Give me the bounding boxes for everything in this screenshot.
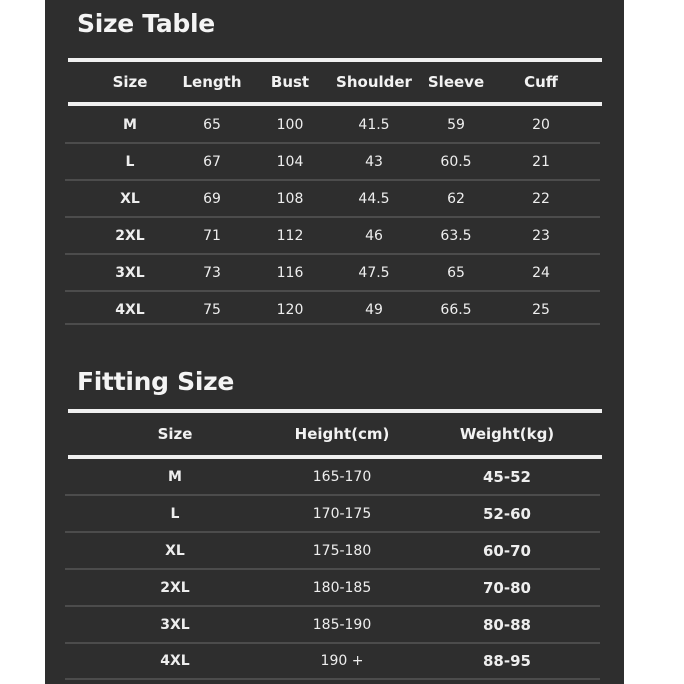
size-table-cell-bust: 112 [276, 228, 304, 244]
size-table-cell-size: 3XL [115, 265, 145, 281]
size-table-header-shoulder: Shoulder [336, 73, 412, 91]
size-table-cell-bust: 108 [276, 191, 304, 207]
size-table-cell-bust: 116 [276, 265, 304, 281]
size-table-cell-shoulder: 44.5 [358, 191, 390, 207]
fitting-table-row-divider [65, 531, 600, 533]
size-table-cell-size: XL [120, 191, 140, 207]
fitting-table-header-height: Height(cm) [294, 425, 390, 443]
size-table-cell-size: 2XL [115, 228, 145, 244]
fitting-table-row-divider [65, 605, 600, 607]
size-table-cell-sleeve: 66.5 [440, 302, 472, 318]
size-table-cell-size: 4XL [115, 302, 145, 318]
fitting-table-cell-size: XL [165, 543, 185, 559]
fitting-table-header-rule [68, 455, 602, 459]
size-table-cell-cuff: 21 [532, 154, 550, 170]
size-table-cell-bust: 100 [276, 117, 304, 133]
size-table-cell-shoulder: 43 [365, 154, 383, 170]
size-table-cell-length: 71 [203, 228, 221, 244]
size-table-header-bust: Bust [270, 73, 310, 91]
size-table-cell-length: 73 [203, 265, 221, 281]
size-table-cell-shoulder: 49 [365, 302, 383, 318]
size-table-cell-sleeve: 60.5 [440, 154, 472, 170]
size-table-header-sleeve: Sleeve [427, 73, 485, 91]
fitting-table-cell-height: 190 + [320, 653, 364, 669]
fitting-table-row-divider [65, 678, 600, 680]
size-table-row-divider [65, 253, 600, 255]
fitting-size-title: Fitting Size [77, 367, 234, 396]
fitting-table-cell-height: 185-190 [312, 617, 372, 633]
size-table-cell-cuff: 20 [532, 117, 550, 133]
fitting-table-cell-weight: 70-80 [483, 579, 531, 597]
size-table-cell-sleeve: 59 [447, 117, 465, 133]
size-table-cell-length: 67 [203, 154, 221, 170]
fitting-table-cell-weight: 52-60 [483, 505, 531, 523]
fitting-table-cell-weight: 80-88 [483, 616, 531, 634]
fitting-table-cell-height: 165-170 [312, 469, 372, 485]
size-table-cell-cuff: 24 [532, 265, 550, 281]
fitting-table-cell-weight: 60-70 [483, 542, 531, 560]
size-table-cell-length: 69 [203, 191, 221, 207]
size-table-cell-length: 75 [203, 302, 221, 318]
size-table-cell-shoulder: 41.5 [358, 117, 390, 133]
fitting-table-cell-size: M [168, 469, 182, 485]
size-table-cell-size: M [123, 117, 137, 133]
size-table-cell-cuff: 22 [532, 191, 550, 207]
size-table-row-divider [65, 323, 600, 325]
size-table-top-rule [68, 58, 602, 62]
size-table-cell-size: L [125, 154, 135, 170]
size-table-header-cuff: Cuff [524, 73, 558, 91]
size-table-row-divider [65, 216, 600, 218]
fitting-table-row-divider [65, 568, 600, 570]
size-table-cell-sleeve: 65 [447, 265, 465, 281]
size-table-cell-sleeve: 63.5 [440, 228, 472, 244]
size-table-header-length: Length [182, 73, 242, 91]
fitting-table-cell-size: 4XL [160, 653, 190, 669]
size-table-row-divider [65, 142, 600, 144]
fitting-table-row-divider [65, 494, 600, 496]
size-table-cell-cuff: 23 [532, 228, 550, 244]
fitting-table-cell-size: 3XL [160, 617, 190, 633]
fitting-table-header-weight: Weight(kg) [459, 425, 555, 443]
fitting-table-top-rule [68, 409, 602, 413]
size-table-cell-sleeve: 62 [447, 191, 465, 207]
fitting-table-cell-height: 175-180 [312, 543, 372, 559]
size-table-cell-length: 65 [203, 117, 221, 133]
size-table-title: Size Table [77, 9, 215, 38]
size-table-cell-bust: 120 [276, 302, 304, 318]
fitting-table-cell-weight: 88-95 [483, 652, 531, 670]
size-table-cell-bust: 104 [276, 154, 304, 170]
size-table-row-divider [65, 290, 600, 292]
fitting-table-cell-height: 180-185 [312, 580, 372, 596]
size-table-cell-shoulder: 46 [365, 228, 383, 244]
fitting-table-cell-weight: 45-52 [483, 468, 531, 486]
fitting-table-cell-size: L [170, 506, 180, 522]
size-table-cell-shoulder: 47.5 [358, 265, 390, 281]
size-table-header-rule [68, 102, 602, 106]
size-table-cell-cuff: 25 [532, 302, 550, 318]
size-table-row-divider [65, 179, 600, 181]
fitting-table-row-divider [65, 642, 600, 644]
fitting-table-cell-height: 170-175 [312, 506, 372, 522]
fitting-table-header-size: Size [157, 425, 193, 443]
fitting-table-cell-size: 2XL [160, 580, 190, 596]
size-table-header-size: Size [112, 73, 148, 91]
